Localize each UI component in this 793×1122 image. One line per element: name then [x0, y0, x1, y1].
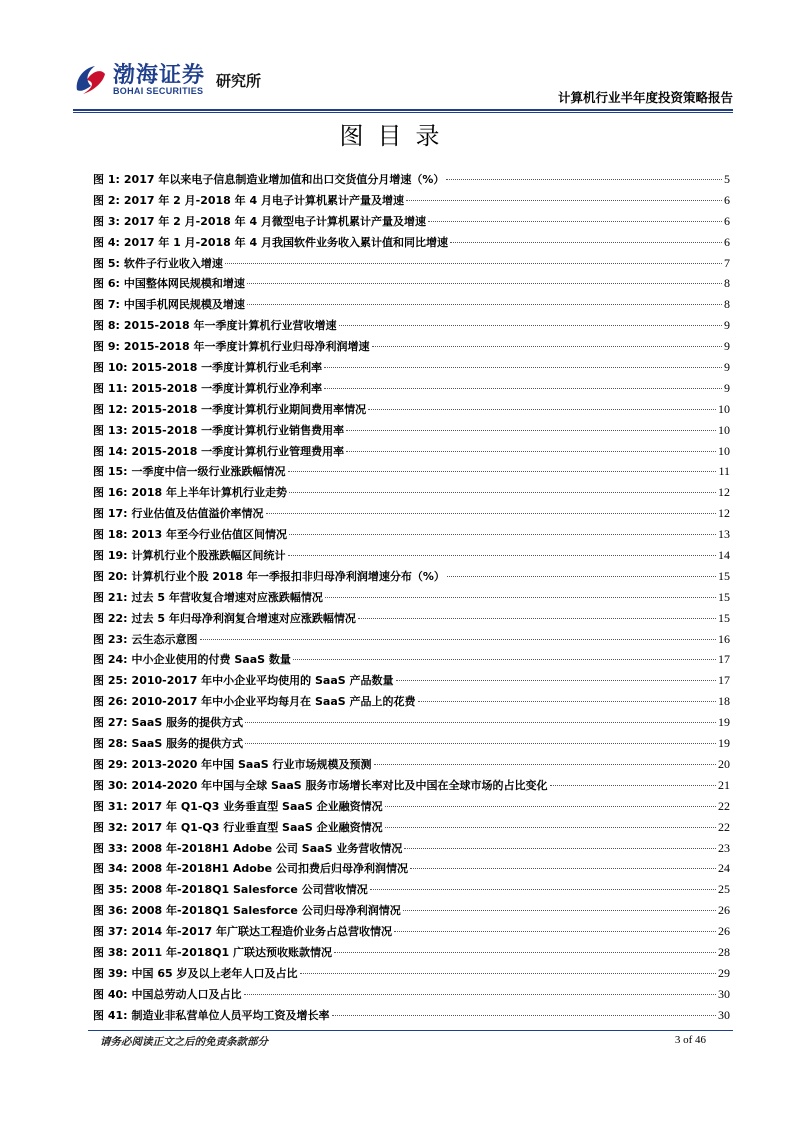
toc-entry[interactable] — [93, 338, 730, 359]
logo-english-name: BOHAI SECURITIES — [113, 86, 204, 96]
toc-entry-label: 图 26: — [93, 695, 128, 709]
toc-entry-label: 图 37: — [93, 925, 128, 939]
toc-entry-page: 9 — [724, 360, 730, 375]
toc-dot-leader — [225, 263, 722, 264]
logo-institute-label: 研究所 — [216, 72, 262, 90]
toc-dot-leader — [324, 367, 722, 368]
toc-entry-label: 图 21: — [93, 590, 128, 604]
toc-dot-leader — [372, 346, 722, 347]
toc-entry-label: 图 17: — [93, 507, 128, 521]
toc-dot-leader — [410, 868, 716, 869]
toc-entry[interactable] — [93, 860, 730, 881]
toc-entry-page: 23 — [718, 840, 730, 855]
toc-entry[interactable] — [93, 672, 730, 693]
toc-entry-page: 8 — [724, 276, 730, 291]
toc-entry-page: 9 — [724, 380, 730, 395]
toc-entry-title: 2008 年-2018H1 Adobe 公司 SaaS 业务营收情况 — [131, 841, 403, 855]
toc-entry-title: 制造业非私营单位人员平均工资及增长率 — [131, 1008, 330, 1022]
toc-entry[interactable] — [93, 798, 730, 819]
toc-entry-title: 2015-2018 一季度计算机行业销售费用率 — [131, 423, 345, 437]
toc-entry-title: 软件子行业收入增速 — [123, 256, 223, 270]
toc-entry-page: 9 — [724, 318, 730, 333]
footer-disclaimer: 请务必阅读正文之后的免责条款部分 — [100, 1036, 268, 1048]
toc-entry-page: 15 — [718, 568, 730, 583]
toc-entry-title: 2013 年至今行业估值区间情况 — [131, 528, 287, 542]
toc-entry-page: 6 — [724, 192, 730, 207]
toc-entry[interactable] — [93, 1007, 730, 1028]
toc-dot-leader — [447, 576, 716, 577]
toc-entry-label: 图 7: — [93, 298, 120, 312]
toc-dot-leader — [339, 325, 722, 326]
toc-dot-leader — [293, 659, 716, 660]
toc-entry-title: 中国整体网民规模和增速 — [123, 277, 245, 291]
toc-entry[interactable] — [93, 651, 730, 672]
toc-entry-page: 29 — [718, 965, 730, 980]
toc-entry-label: 图 12: — [93, 402, 128, 416]
toc-entry-page: 19 — [718, 736, 730, 751]
toc-entry-label: 图 40: — [93, 987, 128, 1001]
toc-entry-page: 12 — [718, 485, 730, 500]
toc-entry-page: 16 — [718, 631, 730, 646]
toc-entry-label: 图 30: — [93, 778, 128, 792]
toc-entry-label: 图 33: — [93, 841, 128, 855]
toc-dot-leader — [300, 973, 716, 974]
toc-entry-label: 图 32: — [93, 820, 128, 834]
toc-entry-label: 图 36: — [93, 904, 128, 918]
toc-entry-title: 2008 年-2018H1 Adobe 公司扣费后归母净利润情况 — [131, 862, 408, 876]
toc-entry-label: 图 34: — [93, 862, 128, 876]
toc-entry-title: 中国手机网民规模及增速 — [123, 298, 245, 312]
toc-entry[interactable] — [93, 463, 730, 484]
toc-entry-page: 15 — [718, 610, 730, 625]
toc-entry-label: 图 27: — [93, 716, 128, 730]
toc-entry-label: 图 5: — [93, 256, 120, 270]
toc-entry-label: 图 10: — [93, 361, 128, 375]
toc-entry[interactable] — [93, 902, 730, 923]
toc-entry[interactable] — [93, 380, 730, 401]
toc-entry[interactable] — [93, 547, 730, 568]
page-number: 3 of 46 — [674, 1034, 706, 1046]
toc-entry-page: 26 — [718, 924, 730, 939]
toc-entry-title: 2008 年-2018Q1 Salesforce 公司归母净利润情况 — [131, 904, 401, 918]
toc-entry[interactable] — [93, 735, 730, 756]
toc-entry-page: 28 — [718, 944, 730, 959]
bohai-logo-icon — [73, 60, 107, 96]
toc-entry-label: 图 2: — [93, 193, 120, 207]
toc-dot-leader — [332, 1015, 716, 1016]
toc-entry-title: 2014-2020 年中国与全球 SaaS 服务市场增长率对比及中国在全球市场的占比变化 — [131, 778, 548, 792]
toc-dot-leader — [200, 639, 716, 640]
toc-entry-page: 6 — [724, 213, 730, 228]
toc-entry-page: 22 — [718, 798, 730, 813]
footer-divider — [88, 1030, 733, 1031]
toc-entry[interactable] — [93, 589, 730, 610]
toc-entry-title: 2008 年-2018Q1 Salesforce 公司营收情况 — [131, 883, 368, 897]
toc-entry-page: 10 — [718, 443, 730, 458]
toc-entry[interactable] — [93, 275, 730, 296]
toc-entry-page: 17 — [718, 652, 730, 667]
toc-entry-label: 图 41: — [93, 1008, 128, 1022]
toc-dot-leader — [403, 910, 716, 911]
toc-entry-title: 2015-2018 一季度计算机行业管理费用率 — [131, 444, 345, 458]
toc-entry[interactable] — [93, 923, 730, 944]
toc-dot-leader — [244, 994, 716, 995]
toc-entry-page: 13 — [718, 527, 730, 542]
toc-dot-leader — [394, 931, 716, 932]
toc-entry[interactable] — [93, 484, 730, 505]
toc-entry[interactable] — [93, 777, 730, 798]
toc-entry-title: 2017 年 Q1-Q3 业务垂直型 SaaS 企业融资情况 — [131, 799, 383, 813]
toc-entry-page: 21 — [718, 777, 730, 792]
toc-entry[interactable] — [93, 714, 730, 735]
toc-entry-title: 行业估值及估值溢价率情况 — [131, 507, 264, 521]
toc-entry-title: 一季度中信一级行业涨跌幅情况 — [131, 465, 286, 479]
toc-entry[interactable] — [93, 317, 730, 338]
toc-entry[interactable] — [93, 986, 730, 1007]
toc-entry-page: 5 — [724, 172, 730, 186]
toc-entry-title: 2015-2018 年一季度计算机行业归母净利润增速 — [123, 340, 370, 354]
toc-entry-page: 17 — [718, 673, 730, 688]
toc-entry[interactable] — [93, 965, 730, 986]
toc-dot-leader — [245, 743, 716, 744]
toc-entry[interactable] — [93, 526, 730, 547]
toc-entry[interactable] — [93, 881, 730, 902]
toc-dot-leader — [370, 889, 716, 890]
toc-entry-label: 图 16: — [93, 486, 128, 500]
toc-entry-title: 2015-2018 一季度计算机行业毛利率 — [131, 361, 323, 375]
logo-chinese-name: 渤海证券 — [113, 63, 206, 88]
toc-entry-title: 2010-2017 年中小企业平均使用的 SaaS 产品数量 — [131, 674, 394, 688]
toc-entry[interactable] — [93, 359, 730, 380]
toc-entry-label: 图 18: — [93, 528, 128, 542]
toc-dot-leader — [266, 513, 716, 514]
report-title: 计算机行业半年度投资策略报告 — [557, 90, 733, 105]
toc-entry-title: 2017 年 Q1-Q3 行业垂直型 SaaS 企业融资情况 — [131, 820, 383, 834]
page-header — [73, 58, 733, 110]
toc-entry-title: 2017 年 1 月-2018 年 4 月我国软件业务收入累计值和同比增速 — [123, 235, 448, 249]
toc-entry-title: 2017 年以来电子信息制造业增加值和出口交货值分月增速（%） — [123, 173, 445, 186]
toc-entry-label: 图 28: — [93, 737, 128, 751]
toc-dot-leader — [288, 555, 716, 556]
toc-dot-leader — [289, 534, 716, 535]
toc-dot-leader — [288, 471, 717, 472]
toc-entry-label: 图 1: — [93, 173, 120, 186]
toc-dot-leader — [289, 492, 716, 493]
toc-entry-title: 2013-2020 年中国 SaaS 行业市场规模及预测 — [131, 757, 372, 771]
toc-entry-label: 图 9: — [93, 340, 120, 354]
toc-entry-label: 图 29: — [93, 757, 128, 771]
toc-entry-label: 图 13: — [93, 423, 128, 437]
toc-entry-page: 26 — [718, 903, 730, 918]
toc-entry-page: 19 — [718, 715, 730, 730]
toc-entry-label: 图 24: — [93, 653, 128, 667]
toc-entry-title: 2015-2018 年一季度计算机行业营收增速 — [123, 319, 337, 333]
toc-entry[interactable] — [93, 568, 730, 589]
toc-entry-label: 图 3: — [93, 214, 120, 228]
toc-entry-page: 10 — [718, 422, 730, 437]
toc-entry-label: 图 8: — [93, 319, 120, 333]
toc-entry[interactable] — [93, 693, 730, 714]
toc-dot-leader — [385, 806, 716, 807]
toc-dot-leader — [428, 221, 722, 222]
toc-entry-title: 2017 年 2 月-2018 年 4 月电子计算机累计产量及增速 — [123, 193, 404, 207]
toc-entry-label: 图 11: — [93, 381, 128, 395]
toc-entry-page: 25 — [718, 882, 730, 897]
toc-entry-title: 计算机行业个股涨跌幅区间统计 — [131, 549, 286, 563]
toc-entry[interactable] — [93, 840, 730, 861]
toc-entry-title: 计算机行业个股 2018 年一季报扣非归母净利润增速分布（%） — [131, 569, 445, 583]
header-divider-thin — [73, 112, 733, 113]
toc-entry-title: 2017 年 2 月-2018 年 4 月微型电子计算机累计产量及增速 — [123, 214, 426, 228]
toc-entry-page: 9 — [724, 339, 730, 354]
toc-entry[interactable] — [93, 192, 730, 213]
toc-entry[interactable] — [93, 610, 730, 631]
toc-entry[interactable] — [93, 213, 730, 234]
toc-entry-page: 20 — [718, 756, 730, 771]
toc-entry[interactable] — [93, 631, 730, 652]
toc-entry-title: SaaS 服务的提供方式 — [131, 737, 244, 751]
toc-dot-leader — [325, 597, 716, 598]
toc-entry[interactable] — [93, 944, 730, 965]
toc-entry-title: 2011 年-2018Q1 广联达预收账款情况 — [131, 945, 333, 959]
toc-dot-leader — [396, 680, 716, 681]
toc-entry-page: 15 — [718, 589, 730, 604]
toc-entry-label: 图 20: — [93, 569, 128, 583]
toc-entry-label: 图 19: — [93, 549, 128, 563]
toc-dot-leader — [374, 764, 716, 765]
toc-entry[interactable] — [93, 255, 730, 276]
toc-entry[interactable] — [93, 422, 730, 443]
toc-dot-leader — [418, 701, 716, 702]
figure-table-of-contents — [93, 171, 730, 1028]
toc-entry-title: 云生态示意图 — [131, 632, 198, 646]
toc-entry-page: 7 — [724, 255, 730, 270]
toc-entry-page: 18 — [718, 694, 730, 709]
toc-entry-title: SaaS 服务的提供方式 — [131, 716, 244, 730]
toc-entry-title: 中国 65 岁及以上老年人口及占比 — [131, 966, 298, 980]
toc-entry-page: 30 — [718, 1007, 730, 1022]
toc-entry-page: 30 — [718, 986, 730, 1001]
toc-dot-leader — [368, 409, 716, 410]
toc-entry-title: 2018 年上半年计算机行业走势 — [131, 486, 287, 500]
toc-entry-label: 图 25: — [93, 674, 128, 688]
toc-dot-leader — [406, 200, 722, 201]
toc-entry-label: 图 35: — [93, 883, 128, 897]
toc-entry-page: 6 — [724, 234, 730, 249]
toc-dot-leader — [245, 722, 716, 723]
toc-entry-label: 图 14: — [93, 444, 128, 458]
toc-entry-label: 图 38: — [93, 945, 128, 959]
toc-dot-leader — [346, 451, 716, 452]
toc-entry[interactable] — [93, 171, 730, 192]
toc-entry[interactable] — [93, 505, 730, 526]
toc-entry-title: 过去 5 年营收复合增速对应涨跌幅情况 — [131, 590, 323, 604]
toc-entry-title: 2010-2017 年中小企业平均每月在 SaaS 产品上的花费 — [131, 695, 416, 709]
toc-dot-leader — [324, 388, 722, 389]
toc-dot-leader — [247, 283, 722, 284]
toc-dot-leader — [450, 242, 722, 243]
toc-entry-page: 12 — [718, 506, 730, 521]
toc-entry[interactable] — [93, 401, 730, 422]
toc-dot-leader — [404, 848, 716, 849]
toc-entry[interactable] — [93, 234, 730, 255]
toc-entry-page: 22 — [718, 819, 730, 834]
toc-entry-title: 2015-2018 一季度计算机行业期间费用率情况 — [131, 402, 367, 416]
toc-heading: 图目录 — [339, 122, 454, 150]
toc-entry[interactable] — [93, 296, 730, 317]
toc-entry[interactable] — [93, 819, 730, 840]
header-divider — [73, 109, 733, 111]
toc-entry[interactable] — [93, 756, 730, 777]
toc-entry-page: 8 — [724, 297, 730, 312]
toc-entry-page: 11 — [718, 464, 730, 479]
toc-entry-page: 24 — [718, 861, 730, 876]
toc-dot-leader — [385, 827, 716, 828]
toc-entry-label: 图 4: — [93, 235, 120, 249]
toc-entry-page: 10 — [718, 401, 730, 416]
toc-dot-leader — [550, 785, 716, 786]
toc-entry-label: 图 39: — [93, 966, 128, 980]
toc-dot-leader — [346, 430, 716, 431]
toc-entry-title: 2015-2018 一季度计算机行业净利率 — [131, 381, 323, 395]
toc-dot-leader — [358, 618, 716, 619]
toc-entry[interactable] — [93, 443, 730, 464]
toc-entry-label: 图 22: — [93, 611, 128, 625]
toc-entry-title: 过去 5 年归母净利润复合增速对应涨跌幅情况 — [131, 611, 356, 625]
toc-dot-leader — [446, 179, 722, 180]
toc-dot-leader — [334, 952, 716, 953]
toc-entry-page: 14 — [718, 548, 730, 563]
toc-entry-label: 图 23: — [93, 632, 128, 646]
toc-entry-label: 图 6: — [93, 277, 120, 291]
toc-entry-title: 2014 年-2017 年广联达工程造价业务占总营收情况 — [131, 925, 393, 939]
toc-entry-label: 图 15: — [93, 465, 128, 479]
toc-entry-title: 中小企业使用的付费 SaaS 数量 — [131, 653, 291, 667]
toc-entry-title: 中国总劳动人口及占比 — [131, 987, 242, 1001]
toc-dot-leader — [247, 304, 722, 305]
toc-entry-label: 图 31: — [93, 799, 128, 813]
